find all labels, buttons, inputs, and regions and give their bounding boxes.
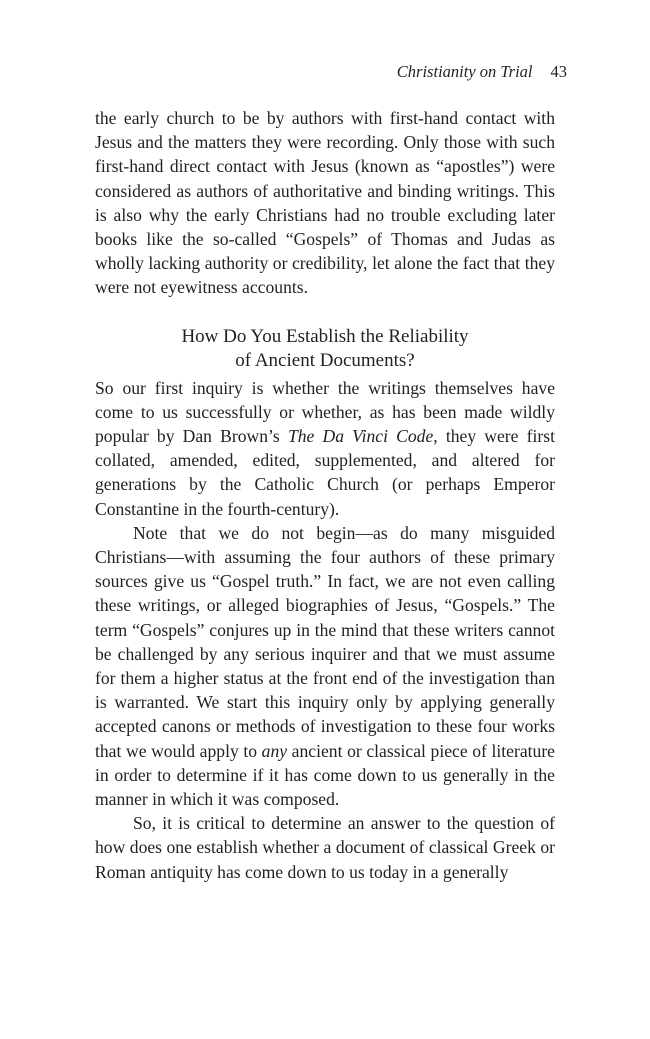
paragraph-4: So, it is critical to determine an answer to the question of how does one establish whether a document of classical Greek or Roman antiquity has come down to us today in a generally [95,813,555,882]
section-heading [95,325,555,373]
book-title: The Da Vinci Code [287,426,434,447]
section-heading-line-1: How Do You Establish the Reliability [181,325,469,347]
running-head [397,62,567,82]
emphasis-any: any [261,740,288,761]
paragraph-2-text-b: , they were first collated, amended, edited, supplemented, and altered for generations by the Catholic Church (or perhaps Emperor Constantine in the fourth-century). [95,426,555,519]
running-head-title: Christianity on Trial [396,62,533,81]
body-text [95,106,555,884]
paragraph-1: the early church to be by authors with first-hand contact with Jesus and the matters they were recording. Only those with such first-hand direct contact with Jesus (known as “apostles”) were considered as authors of authoritative and binding writings. This is also why the early Christians had no trouble excluding later books like the so-called “Gospels” of Thomas and Judas as wholly lacking authority or credibility, let alone the fact that they were not eyewitness accounts. [95,108,555,298]
paragraph-3-text-b: ancient or classical piece of literature in order to determine if it has come down to us generally in the manner in which it was composed. [95,740,555,810]
paragraph-3-text-a: Note that we do not begin—as do many misguided Christians—with assuming the four authors of these primary sources give us “Gospel truth.” In fact, we are not even calling these writings, or alleged biographies of Jesus, “Gospels.” The term “Gospels” conjures up in the mind that these writers cannot be challenged by any serious inquirer and that we must assume for them a higher status at the front end of the investigation than is warranted. We start this inquiry only by applying generally accepted canons or methods of investigation to these four works that we would apply to [95,522,555,761]
paragraph-2 [95,376,555,521]
section-heading-line-2: of Ancient Documents? [235,349,415,371]
paragraph-2-text-a: So our first inquiry is whether the writings themselves have come to us successfully or whether, as has been made wildly popular by Dan Brown’s [95,377,555,447]
page-number: 43 [550,62,567,81]
paragraph-3 [95,521,555,811]
